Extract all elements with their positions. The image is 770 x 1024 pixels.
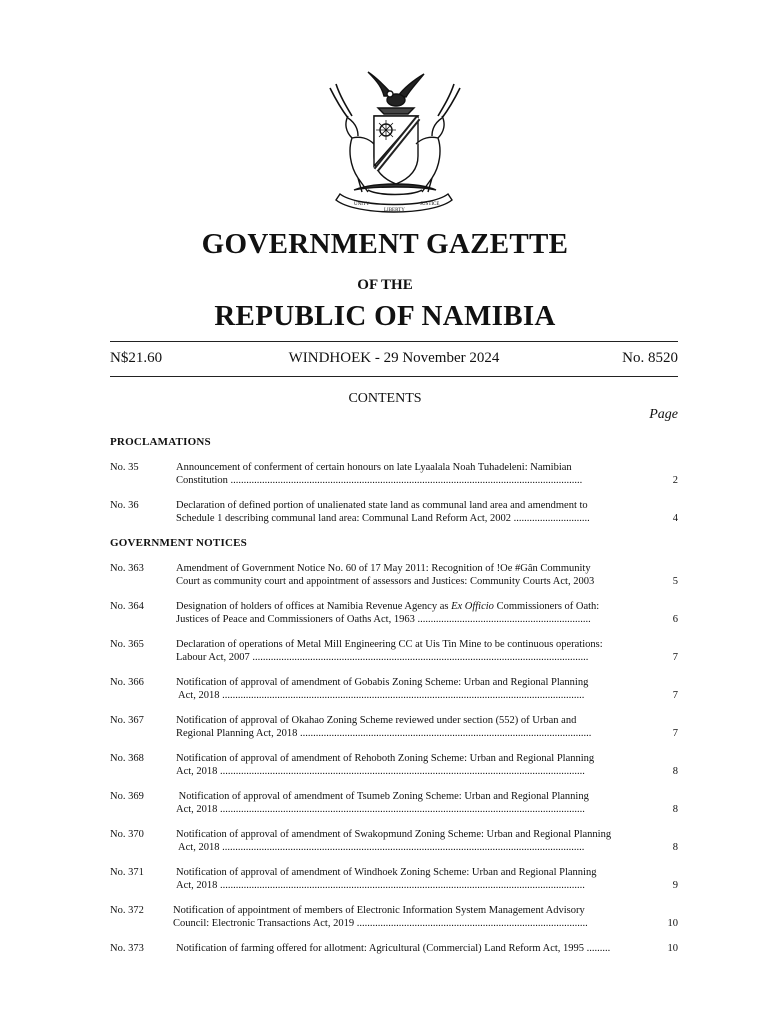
entry-number: No. 363 bbox=[110, 563, 144, 574]
republic-title: REPUBLIC OF NAMIBIA bbox=[214, 300, 556, 332]
entry-page: 4 bbox=[672, 513, 678, 524]
entry-line-2: Act, 2018 .......................................................................................................................................... bbox=[176, 842, 585, 853]
entry-text bbox=[176, 752, 644, 778]
entry-text bbox=[173, 904, 641, 930]
entry-line-1: Declaration of defined portion of unalienated state land as communal land area and amendment to bbox=[176, 500, 588, 511]
entry-line-1: Declaration of operations of Metal Mill Engineering CC at Uis Tin Mine to be continuous operations: bbox=[176, 639, 603, 650]
entry-line-1: Notification of approval of amendment of Swakopmund Zoning Scheme: Urban and Regional Planning bbox=[176, 829, 612, 840]
government-notices-heading: GOVERNMENT NOTICES bbox=[110, 537, 247, 549]
entry-line-2: Regional Planning Act, 2018 ............................................................................................................... bbox=[176, 728, 592, 739]
entry-line-2: Constitution ...................................................................................................................................... bbox=[176, 475, 583, 486]
entry-text bbox=[176, 676, 644, 702]
entry-number: No. 372 bbox=[110, 905, 144, 916]
issue-date: WINDHOEK - 29 November 2024 bbox=[288, 350, 500, 366]
entry-line-2: Act, 2018 ........................................................................................................................................... bbox=[176, 880, 585, 891]
entry-number: No. 35 bbox=[110, 462, 139, 473]
entry-text bbox=[176, 638, 644, 664]
entry-page: 8 bbox=[672, 766, 678, 777]
entry-text bbox=[176, 714, 644, 740]
entry-line-1: Amendment of Government Notice No. 60 of 17 May 2011: Recognition of !Oe #Gân Community bbox=[176, 563, 591, 574]
entry-number: No. 36 bbox=[110, 500, 139, 511]
entry-text bbox=[176, 461, 644, 487]
motto-unity: UNITY bbox=[354, 202, 370, 207]
entry-page: 6 bbox=[672, 614, 678, 625]
entry-page: 7 bbox=[672, 728, 678, 739]
entry-page: 8 bbox=[672, 804, 678, 815]
motto-justice: JUSTICE bbox=[420, 202, 440, 207]
entry-line-2: Act, 2018 ........................................................................................................................................... bbox=[176, 804, 585, 815]
top-divider bbox=[110, 341, 678, 342]
entry-line-1: Notification of appointment of members of Electronic Information System Management Advisory bbox=[173, 905, 585, 916]
proclamations-heading: PROCLAMATIONS bbox=[110, 436, 211, 448]
entry-page: 5 bbox=[672, 576, 678, 587]
of-the-label: OF THE bbox=[357, 277, 413, 293]
entry-text bbox=[176, 942, 644, 955]
entry-line-1: Notification of approval of amendment of Gobabis Zoning Scheme: Urban and Regional Planning bbox=[176, 677, 589, 688]
entry-page: 7 bbox=[672, 690, 678, 701]
entry-text bbox=[176, 600, 644, 626]
ex-officio-italic: Ex Officio bbox=[451, 601, 494, 612]
entry-line-1: Notification of approval of amendment of Windhoek Zoning Scheme: Urban and Regional Planning bbox=[176, 867, 597, 878]
entry-line-2: Council: Electronic Transactions Act, 2019 ........................................................................................ bbox=[173, 918, 588, 929]
namibia-coat-of-arms-icon bbox=[318, 66, 470, 216]
entry-number: No. 366 bbox=[110, 677, 144, 688]
motto-liberty: LIBERTY bbox=[384, 208, 405, 213]
entry-line-1: Notification of approval of amendment of Rehoboth Zoning Scheme: Urban and Regional Planning bbox=[176, 753, 595, 764]
entry-number: No. 373 bbox=[110, 943, 144, 954]
entry-text bbox=[176, 790, 644, 816]
entry-line-1: Notification of farming offered for allotment: Agricultural (Commercial) Land Reform Act, 1995 ......... bbox=[176, 943, 611, 954]
page-column-label: Page bbox=[649, 407, 678, 422]
entry-page: 10 bbox=[667, 918, 678, 929]
issue-price: N$21.60 bbox=[110, 350, 163, 366]
entry-line-2: Justices of Peace and Commissioners of Oaths Act, 1963 .................................................................. bbox=[176, 614, 591, 625]
issue-number: No. 8520 bbox=[622, 350, 678, 366]
entry-page: 2 bbox=[672, 475, 678, 486]
entry-number: No. 371 bbox=[110, 867, 144, 878]
entry-line-2: Act, 2018 .......................................................................................................................................... bbox=[176, 690, 585, 701]
entry-text bbox=[176, 866, 644, 892]
contents-heading: CONTENTS bbox=[348, 391, 422, 406]
entry-number: No. 367 bbox=[110, 715, 144, 726]
entry-text bbox=[176, 828, 644, 854]
entry-number: No. 364 bbox=[110, 601, 144, 612]
entry-line-1: Notification of approval of Okahao Zoning Scheme reviewed under section (552) of Urban and bbox=[176, 715, 577, 726]
entry-line-2: Schedule 1 describing communal land area: Communal Land Reform Act, 2002 ............................. bbox=[176, 513, 590, 524]
bottom-divider bbox=[110, 376, 678, 377]
entry-line-1: Notification of approval of amendment of Tsumeb Zoning Scheme: Urban and Regional Planning bbox=[176, 791, 589, 802]
entry-number: No. 369 bbox=[110, 791, 144, 802]
entry-page: 8 bbox=[672, 842, 678, 853]
entry-line-2: Court as community court and appointment of assessors and Justices: Community Courts Act, 2003 bbox=[176, 576, 595, 587]
entry-number: No. 370 bbox=[110, 829, 144, 840]
entry-page: 7 bbox=[672, 652, 678, 663]
entry-number: No. 365 bbox=[110, 639, 144, 650]
entry-page: 10 bbox=[667, 943, 678, 954]
entry-line-1: Announcement of conferment of certain honours on late Lyaalala Noah Tuhadeleni: Namibian bbox=[176, 462, 572, 473]
gazette-title: GOVERNMENT GAZETTE bbox=[201, 228, 569, 260]
entry-page: 9 bbox=[672, 880, 678, 891]
entry-number: No. 368 bbox=[110, 753, 144, 764]
entry-line-2: Act, 2018 ........................................................................................................................................... bbox=[176, 766, 585, 777]
entry-text bbox=[176, 499, 644, 525]
entry-line-2: Labour Act, 2007 ................................................................................................................................ bbox=[176, 652, 589, 663]
entry-line-1: Designation of holders of offices at Namibia Revenue Agency as Ex Officio Commissioners of Oath: bbox=[176, 601, 600, 612]
entry-text bbox=[176, 562, 644, 588]
